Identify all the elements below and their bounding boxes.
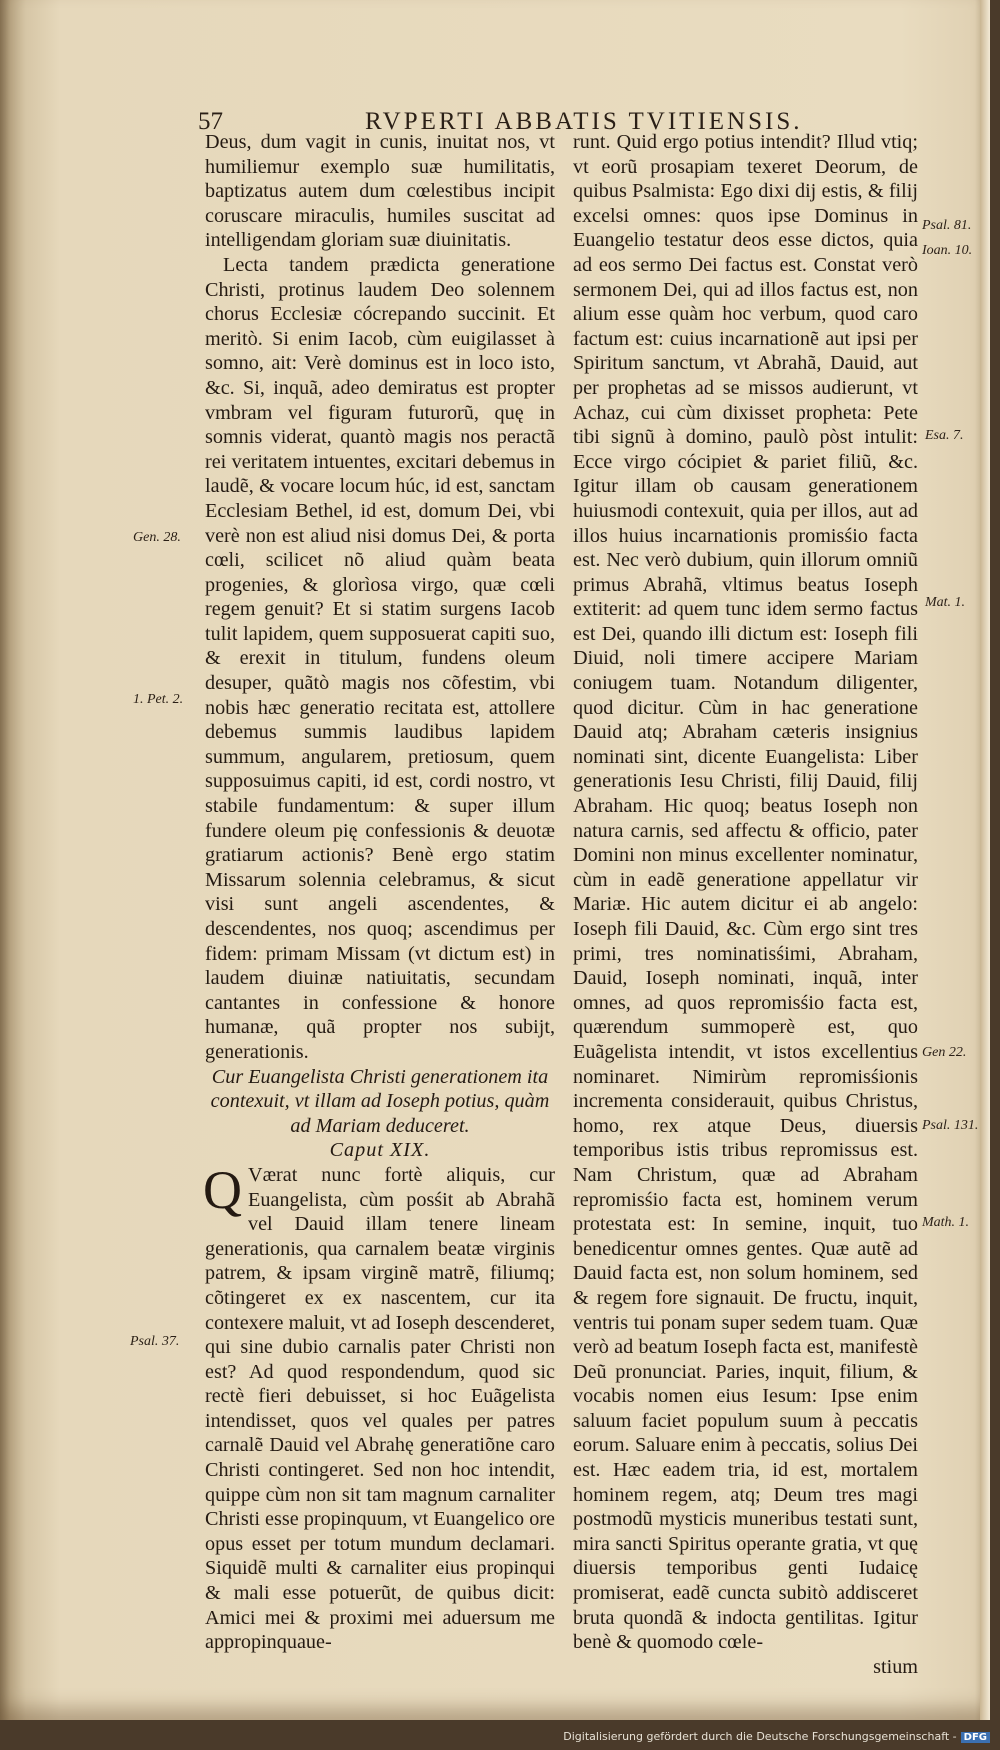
margin-note-math1: Math. 1.: [922, 1215, 970, 1230]
catchword: stium: [873, 1655, 918, 1678]
page-number: 57: [198, 108, 223, 135]
left-paragraph-2: Lecta tandem prædicta generatione Christi, protinus laudem Deo solennem chorus Ecclesiæ cócrepando succinit. Et meritò. Si enim Iacob, cùm euigilasset à somno, ait: Verè dominus est in loco isto, &c. Si, inquã, adeo demiratus est propter vmbram vel figuram futurorũ, quę in somnis viderat, quantò magis nos peractã rei veritatem intuentes, excitari debemus in laudẽ, & vocare locum húc, id est, sanctam Ecclesiam Bethel, id est, domum Dei, vbi verè non est aliud nisi domus Dei, & porta cœli, scilicet nõ aliud quàm beata progenies, & glorìosa virgo, quæ cœli regem genuit? Et si statim surgens Iacob tulit lapidem, quem supposuerat capiti suo, & erexit in titulum, fundens oleum desuper, quãtò magis nos cõfestim, vbi nobis hæc generatio recitata est, attollere debemus summis laudibus lapidem summum, angularem, pretiosum, quem supposuimus capiti, id est, cordi nostro, vt stabile fundamentum: & super illum fundere oleum pię confessionis & deuotæ gratiarum actionis? Benè ergo statim Missarum solennia celebramus, & sicut visi sunt angeli ascendentes, & descendentes, nos quoq; ascendimus per fidem: primam Missam (vt dictum est) in laudem diuinæ natiuitatis, secundam cantantes in confessione & honore humanæ, quã propter nos subijt, generationis.: [205, 253, 555, 1063]
running-head: RVPERTI ABBATIS TVITIENSIS.: [365, 108, 803, 135]
margin-note-psal81: Psal. 81.: [922, 218, 972, 233]
margin-note-mat1: Mat. 1.: [925, 595, 966, 610]
footer-text: Digitalisierung gefördert durch die Deutsche Forschungsgemeinschaft -: [563, 1730, 957, 1743]
left-column: [205, 130, 555, 1655]
margin-note-gen28: Gen. 28.: [133, 530, 181, 545]
right-column: [573, 130, 918, 1679]
margin-note-gen22: Gen 22.: [922, 1045, 967, 1060]
chapter-heading: Cur Euangelista Christi generationem ita contexuit, vt illam ad Ioseph potius, quàm ad Mariam deduceret.: [210, 1065, 550, 1137]
drop-cap: Q: [203, 1159, 242, 1220]
margin-note-psal37: Psal. 37.: [130, 1334, 180, 1349]
chapter-number: Caput XIX.: [329, 1139, 431, 1162]
margin-note-pet2: 1. Pet. 2.: [133, 692, 184, 707]
left-paragraph-3: [203, 1159, 555, 1655]
margin-note-ioan10: Ioan. 10.: [922, 243, 973, 258]
left-paragraph-3-text: Værat nunc fortè aliquis, cur Euangelista, cùm posśit ab Abrahã vel Dauid illam tenere lineam generationis, qua carnalem beatæ virginis patrem, & ipsam virginẽ matrẽ, filiumq; cõtingeret ex ex nascentem, cur ita contexere maluit, vt ad Ioseph descenderet, qui sine dubio carnalis pater Christi non est? Ad quod respondendum, quod sic rectè fieri debuisset, si hoc Euãgelista intendisset, quos vel quales per patres carnalẽ Dauid vel Abrahę generatiõne caro Christi contingeret. Sed non hoc intendit, quippe cùm non sit tam magnum carnaliter Christi esse propinquum, vt Euangelico ore opus esset per totum mundum declamari. Siquidẽ multi & carnaliter eius propinqui & mali esse potuerũt, de quibus dicit: Amici mei & proximi mei aduersum me appropinquaue-: [205, 1163, 555, 1654]
digitization-footer: [563, 1730, 990, 1743]
page-edge: [980, 0, 990, 1720]
margin-note-esa7: Esa. 7.: [925, 428, 964, 443]
dfg-logo: DFG: [961, 1732, 990, 1743]
margin-note-psal131: Psal. 131.: [922, 1118, 979, 1133]
right-paragraph-1: runt. Quid ergo potius intendit? Illud vtiq; vt eorũ prosapiam texeret Deorum, de quibus Psalmista: Ego dixi dij estis, & filij excelsi omnes: quos ipse Dominus in Euangelio testatur deos esse dictos, quia ad eos sermo Dei factus est. Constat verò sermonem Dei, qui ad illos factus est, non alium esse quàm hoc verbum, quod caro factum est: cuius incarnationẽ aut ipsi per Spiritum sanctum, vt Abrahã, Dauid, aut per prophetas ad se missos audierunt, vt Achaz, cui cùm dixisset propheta: Pete tibi signũ à domino, paulò pòst intulit: Ecce virgo cócipiet & pariet filiũ, &c. Igitur illam ob causam generationem huiusmodi contexuit, quia per illos, aut ad illos huius incarnationis promisśio facta est. Nec verò dubium, quin illorum omniũ primus Abrahã, vltimus beatus Ioseph extiterit: ad quem tunc idem sermo factus est Dei, quando illi dictum est: Ioseph fili Diuid, noli timere accipere Mariam coniugem tuam. Notandum diligenter, quod dicitur. Cùm in hac generatione Dauid atq; Abraham cæteris insignius nominati sint, dicente Euangelista: Liber generationis Iesu Christi, filij Dauid, filij Abraham. Hic quoq; beatus Ioseph non natura carnis, sed affectu & officio, pater Domini non minus excellenter nominatur, cùm in eadẽ generatione appellatur vir Mariæ. Hic autem dicitur ei ab angelo: Ioseph fili Dauid, &c. Cùm ergo sint tres primi, tres nominatisśimi, Abraham, Dauid, Ioseph nominati, inquã, inter omnes, ad quos repromisśio facta est, quærendum summoperè est, quo Euãgelista intendit, vt istos excellentius nominaret. Nimirùm repromisśionis incrementa considerauit, quibus Christus, homo, rex atque Deus, diuersis temporibus istis tribus repromissus est. Nam Christum, quæ ad Abraham repromisśio facta est, hominem verum protestata est: In semine, inquit, tuo benedicentur omnes gentes. Quæ autẽ ad Dauid facta est, non solum hominem, sed & regem fore signauit. De fructu, inquit, ventris tui ponam super sedem tuam. Quæ verò ad beatum Ioseph facta est, manifestè Deũ pronunciat. Paries, inquit, filium, & vocabis nomen eius Iesum: Ipse enim saluum faciet populum suum à peccatis eorum. Saluare enim à peccatis, solius Dei est. Hæc eadem tria, id est, mortalem hominem regem, atq; Deum tres magi postmodũ mysticis muneribus testati sunt, mira sancti Spiritus operante gratia, vt quę diuersis temporibus genti Iudaicę promiserat, eadẽ cuncta subitò addisceret bruta quondã & indocta gentilitas. Igitur benè & quomodo cœle-: [573, 131, 918, 1654]
left-paragraph-1: Deus, dum vagit in cunis, inuitat nos, vt humiliemur exemplo suæ humilitatis, baptizatus autem dum cœlestibus incipit coruscare miraculis, humiles suscitat ad intelligendam gloriam suæ diuinitatis.: [205, 131, 555, 252]
